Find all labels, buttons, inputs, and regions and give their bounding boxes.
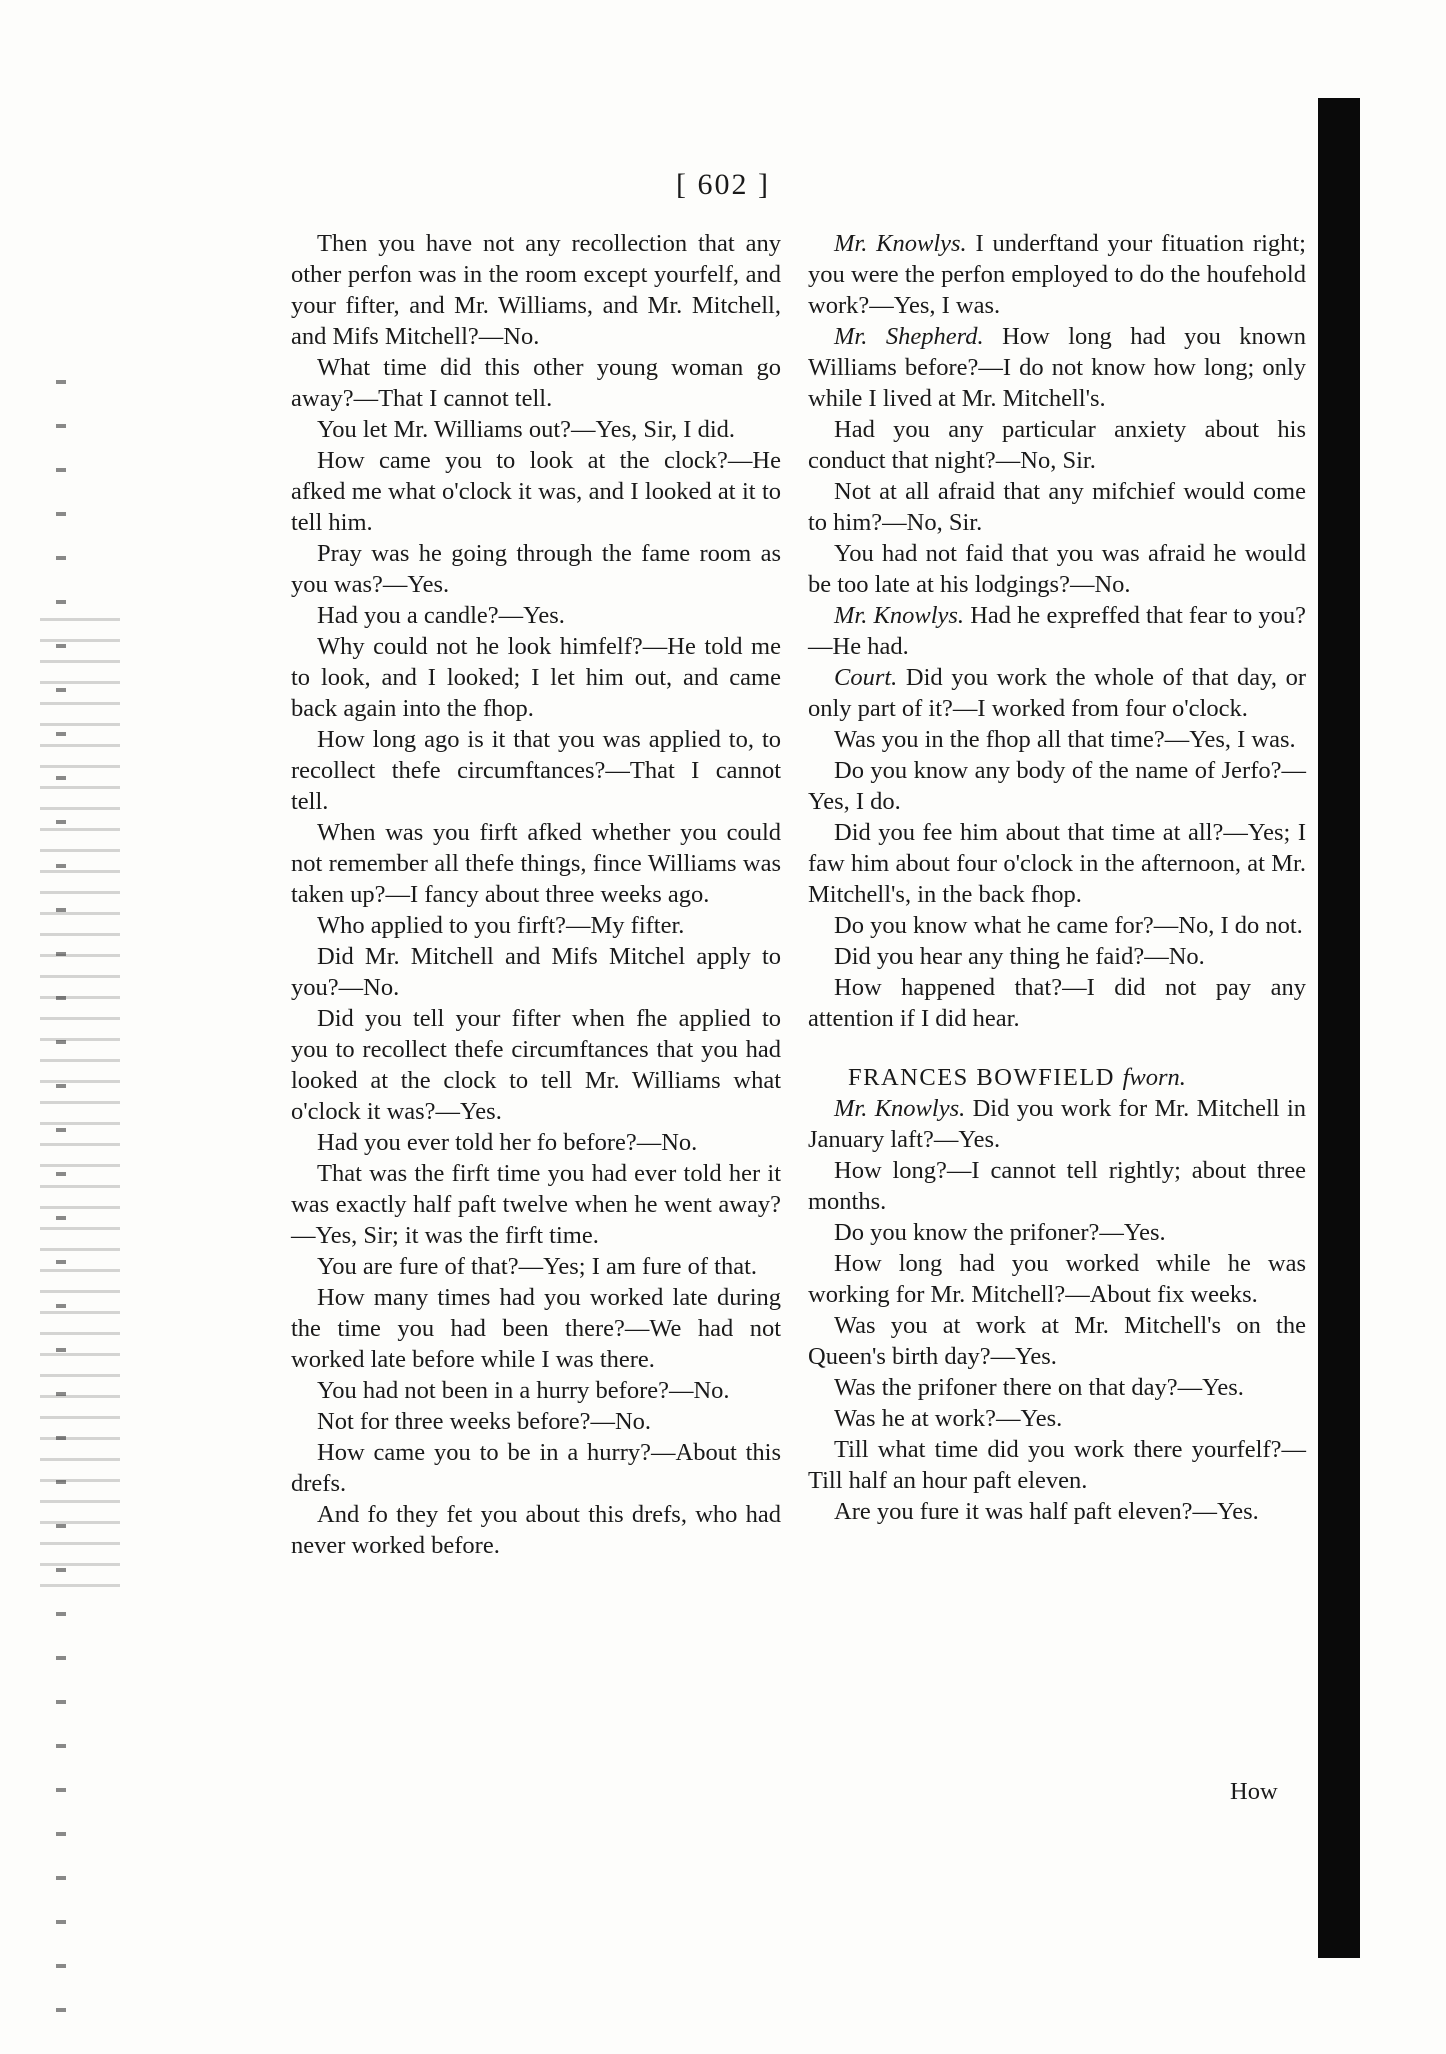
paragraph [808, 600, 1306, 662]
paragraph: Was the prifoner there on that day?—Yes. [834, 1374, 1244, 1401]
paragraph: You had not been in a hurry before?—No. [317, 1377, 730, 1404]
paragraph: Did you hear any thing he faid?—No. [834, 943, 1205, 970]
paragraph: Was you at work at Mr. Mitchell's on the Queen's birth day?—Yes. [808, 1312, 1306, 1370]
paragraph [808, 228, 1306, 321]
paragraph: Do you know what he came for?—No, I do not. [834, 912, 1303, 939]
paragraph-text: How long had you known Williams before?—I do not know how long; only while I lived at Mr. Mitchell's. [808, 323, 1307, 412]
paragraph: That was the firft time you had ever told her it was exactly half paft twelve when he went away?—Yes, Sir; it was the firft time. [291, 1160, 781, 1249]
sworn-label: fworn. [1122, 1064, 1186, 1091]
paragraph: Why could not he look himfelf?—He told me to look, and I looked; I let him out, and came back again into the fhop. [291, 633, 781, 722]
paragraph: You had not faid that you was afraid he would be too late at his lodgings?—No. [808, 540, 1306, 598]
witness-name: FRANCES BOWFIELD [848, 1064, 1123, 1091]
paragraph [808, 1093, 1306, 1155]
paragraph: Who applied to you firft?—My fifter. [317, 912, 685, 939]
speaker-label: Mr. Shepherd. [834, 323, 984, 350]
paragraph: Had you ever told her fo before?—No. [317, 1129, 698, 1156]
paragraph: Was you in the fhop all that time?—Yes, I was. [834, 726, 1296, 753]
paragraph: How happened that?—I did not pay any attention if I did hear. [808, 974, 1306, 1032]
paragraph: How came you to be in a hurry?—About this drefs. [291, 1439, 781, 1497]
speaker-label: Mr. Knowlys. [834, 602, 965, 629]
paragraph: How came you to look at the clock?—He afked me what o'clock it was, and I looked at it to tell him. [291, 447, 781, 536]
witness-heading [808, 1062, 1306, 1093]
paragraph-text: Did you work for Mr. Mitchell in January laft?—Yes. [808, 1095, 1306, 1153]
speaker-label: Court. [834, 664, 898, 691]
paragraph: Then you have not any recollection that any other perfon was in the room except yourfelf, and your fifter, and Mr. Williams, and Mr. Mitchell, and Mifs Mitchell?—No. [291, 230, 781, 350]
catchword: How [1230, 1778, 1278, 1805]
left-column [291, 228, 781, 1561]
paragraph-text: Did you work the whole of that day, or only part of it?—I worked from four o'clock. [808, 664, 1306, 722]
paragraph: Not for three weeks before?—No. [317, 1408, 652, 1435]
paragraph: Do you know any body of the name of Jerfo?—Yes, I do. [808, 757, 1306, 815]
paragraph: What time did this other young woman go away?—That I cannot tell. [291, 354, 781, 412]
paragraph: Till what time did you work there yourfelf?—Till half an hour paft eleven. [808, 1436, 1306, 1494]
paragraph: When was you firft afked whether you could not remember all thefe things, fince Williams was taken up?—I fancy about three weeks ago. [291, 819, 781, 908]
paragraph: You are fure of that?—Yes; I am fure of that. [317, 1253, 757, 1280]
paragraph: Are you fure it was half paft eleven?—Yes. [834, 1498, 1259, 1525]
paragraph [808, 321, 1306, 414]
binding-gutter-shadow [40, 600, 120, 1600]
page-edge-shadow [1318, 98, 1360, 1958]
paragraph: Did you tell your fifter when fhe applied to you to recollect thefe circumftances that you had looked at the clock to tell Mr. Williams what o'clock it was?—Yes. [291, 1005, 781, 1125]
paragraph: How long?—I cannot tell rightly; about three months. [808, 1157, 1306, 1215]
paragraph: Did you fee him about that time at all?—Yes; I faw him about four o'clock in the afternoon, at Mr. Mitchell's, in the back fhop. [808, 819, 1306, 908]
speaker-label: Mr. Knowlys. [834, 230, 967, 257]
paragraph [808, 662, 1306, 724]
paragraph: Pray was he going through the fame room as you was?—Yes. [291, 540, 781, 598]
paragraph-text: I underftand your fituation right; you were the perfon employed to do the houfehold work?—Yes, I was. [808, 230, 1306, 319]
paragraph: Not at all afraid that any mifchief would come to him?—No, Sir. [808, 478, 1306, 536]
page-number: [ 602 ] [676, 168, 770, 201]
paragraph: Had you any particular anxiety about his conduct that night?—No, Sir. [808, 416, 1306, 474]
right-column [808, 228, 1306, 1527]
paragraph: How many times had you worked late during the time you had been there?—We had not worked late before while I was there. [291, 1284, 781, 1373]
speaker-label: Mr. Knowlys. [834, 1095, 966, 1122]
paragraph: You let Mr. Williams out?—Yes, Sir, I did. [317, 416, 735, 443]
paragraph-text: Had he expreffed that fear to you?—He had. [808, 602, 1306, 660]
paragraph: How long ago is it that you was applied to, to recollect thefe circumftances?—That I cannot tell. [291, 726, 781, 815]
paragraph: Had you a candle?—Yes. [317, 602, 565, 629]
paragraph: How long had you worked while he was working for Mr. Mitchell?—About fix weeks. [808, 1250, 1306, 1308]
paragraph: Was he at work?—Yes. [834, 1405, 1063, 1432]
paragraph: And fo they fet you about this drefs, who had never worked before. [291, 1501, 781, 1559]
paragraph: Did Mr. Mitchell and Mifs Mitchel apply to you?—No. [291, 943, 781, 1001]
paragraph: Do you know the prifoner?—Yes. [834, 1219, 1166, 1246]
